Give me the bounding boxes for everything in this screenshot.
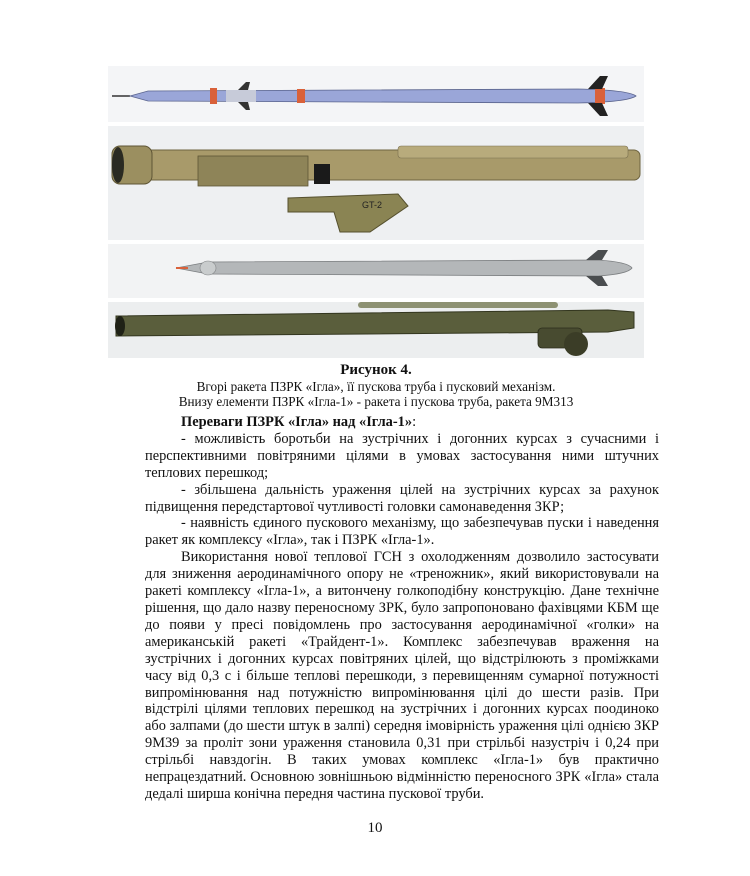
photo-launch-tube-igla [108,126,644,240]
figure-caption-title: Рисунок 4. [340,362,412,378]
page-number: 10 [367,820,383,836]
photo-missile-9m313 [108,244,644,298]
section-heading-bold: Переваги ПЗРК «Ігла» над «Ігла-1» [181,414,413,430]
photo-missile-igla [108,66,644,122]
photo-launch-tube-igla-1 [108,302,644,358]
advantage-item: - наявність єдиного пускового механізму, що забезпечував пуски і наведення ракет як комплексу «Ігла», так і ПЗРК «Ігла-1». [145,515,659,549]
figure-caption-line-1: Вгорі ракета ПЗРК «Ігла», її пускова труба і пусковий механізм. [196,379,556,394]
body-paragraph: Використання нової теплової ГСН з охолодженням дозволило застосувати для зниження аеродинамічного опору не «треножник», який використовували на ракеті комплексу «Ігла-1», а витончену голкоподібну конструкцію. Дане технічне рішення, що дало назву переносному ЗРК, було запропоновано фахівцями КБМ ще до появи у пресі повідомлень про застосування аеродинамічної «голки» на американській ракеті «Трайдент-1». Комплекс забезпечував враження на зустрічних і догонних курсах повітряних цілей, що відстрілюють з проміжками часу від 0,3 с і більше теплові перешкоди, з перевищенням сумарної потужності випромінювання над потужністю випромінювання цілі до шести разів. При відстрілі цілями теплових перешкод на зустрічних і догонних курсах поодиноко або залпами (до шести штук в залпі) середня імовірність ураження цілі однією ЗКР 9М39 за проліт зони ураження становила 0,31 при стрільбі назустріч і 0,24 при стрільбі навздогін. В таких умовах комплекс «Ігла-1» був практично непрацездатний. Основною зовнішньою відмінністю переносного ЗРК «Ігла» стала дедалі ширша конічна передня частина пускової труби. [145,549,659,802]
mechanism-marking: GT-2 [362,200,383,210]
figure-caption-line-2: Внизу елементи ПЗРК «Ігла-1» - ракета і пускова труба, ракета 9М313 [178,394,574,409]
advantage-item: - збільшена дальність ураження цілей на зустрічних курсах за рахунок підвищення передстартової чутливості головки самонаведення ЗКР; [145,481,659,515]
advantage-item: - можливість боротьби на зустрічних і догонних курсах з сучасними і перспективними повітряними цілями в умовах застосування ними штучних теплових перешкод; [145,430,659,481]
body-text [145,414,659,803]
figure-photo [108,66,644,358]
section-heading [145,414,659,431]
section-heading-tail: : [412,414,417,430]
